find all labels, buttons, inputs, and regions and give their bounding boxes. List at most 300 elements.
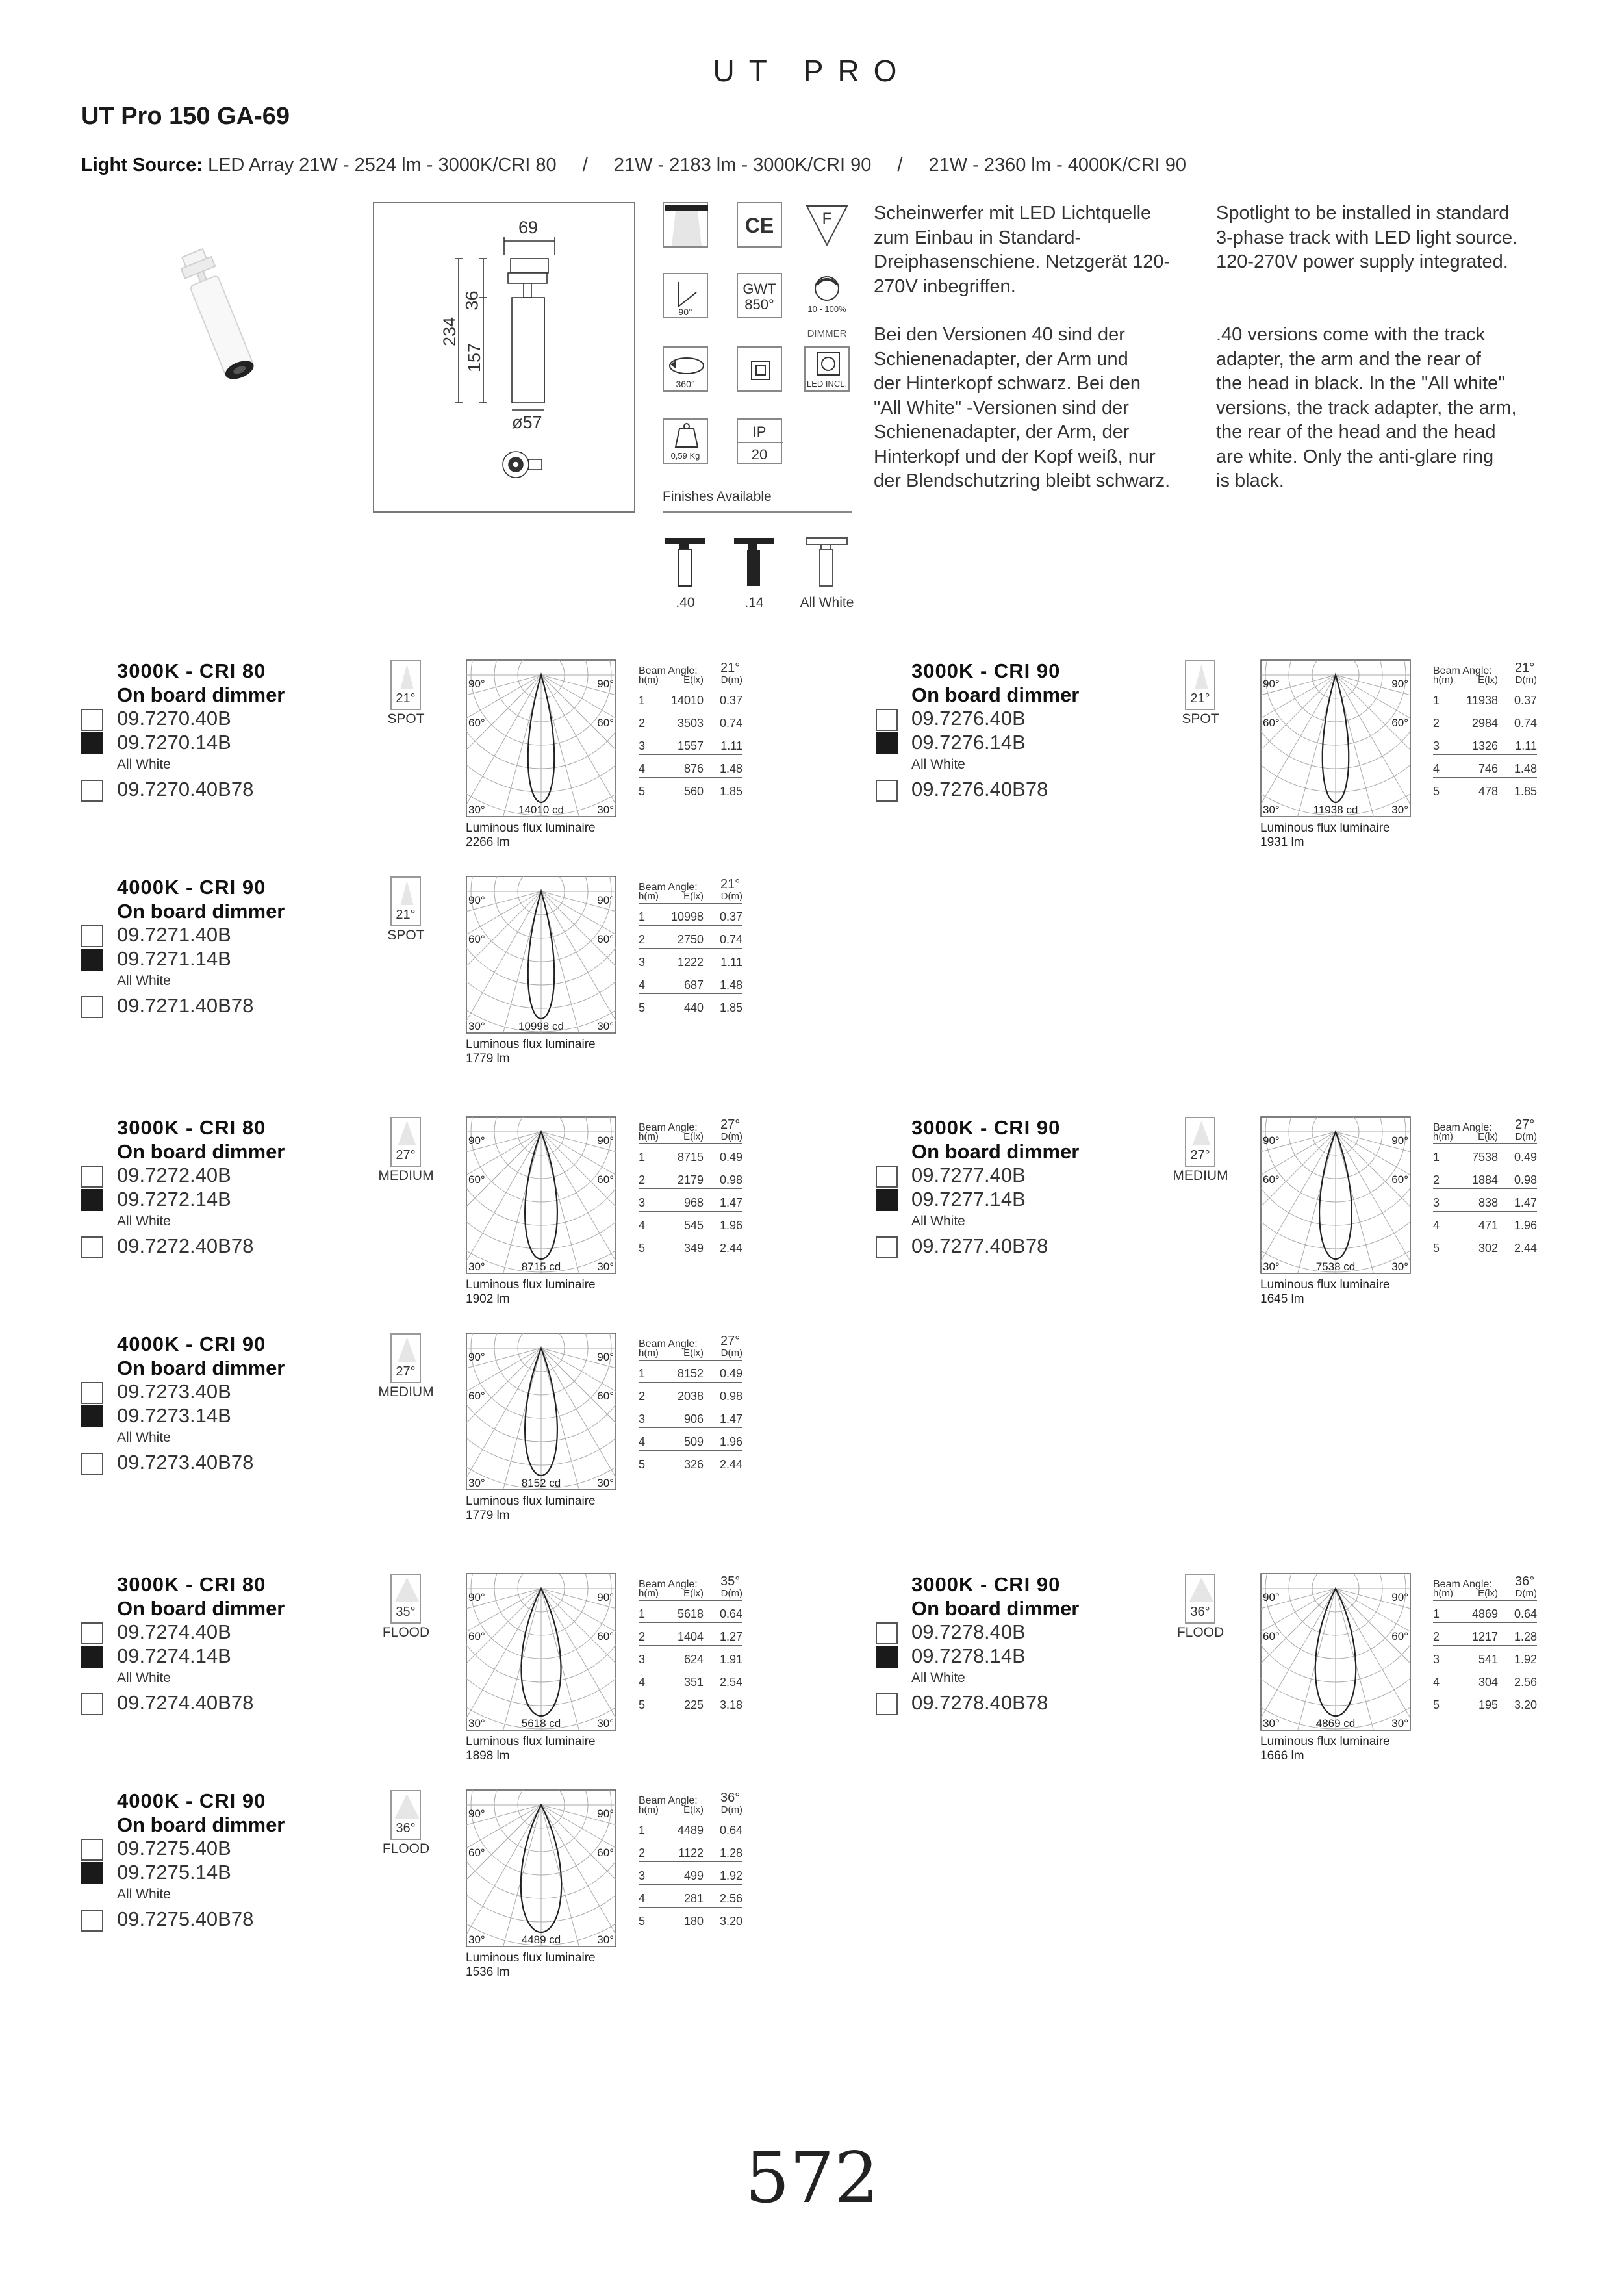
- cell-diameter: 0.49: [1514, 1151, 1537, 1164]
- cell-diameter: 3.20: [719, 1915, 742, 1928]
- flux-label: Luminous flux luminaire: [466, 1038, 596, 1051]
- table-row: [1433, 1646, 1537, 1668]
- cell-illuminance: 545: [683, 1219, 704, 1232]
- finish-white-swatch: [876, 1622, 898, 1644]
- beam-angle-value: 36°: [1515, 1574, 1535, 1589]
- flux-value: 2266 lm: [466, 836, 510, 849]
- finish-black-swatch: [876, 1189, 898, 1211]
- cell-illuminance: 876: [683, 762, 704, 775]
- cell-height: 3: [639, 1869, 646, 1882]
- angle-label: 60°: [468, 1173, 485, 1186]
- cell-diameter: 1.11: [1515, 739, 1537, 752]
- beam-angle-value: 27°: [396, 1364, 416, 1379]
- product-code: 09.7277.40B78: [911, 1234, 1048, 1257]
- cell-diameter: 0.64: [719, 1607, 742, 1620]
- angle-label: 60°: [468, 1390, 485, 1402]
- angle-label: 60°: [597, 1846, 614, 1859]
- cell-illuminance: 225: [683, 1698, 704, 1711]
- all-white-label: All White: [911, 1670, 965, 1685]
- cell-illuminance: 10998: [670, 910, 704, 923]
- beam-angle-label: Beam Angle:: [1433, 665, 1492, 676]
- angle-label: 90°: [597, 1808, 614, 1820]
- product-code: 09.7271.14B: [117, 947, 231, 970]
- cell-diameter: 0.37: [719, 694, 742, 707]
- product-title: 3000K - CRI 80: [117, 1116, 266, 1139]
- product-block: [81, 659, 861, 867]
- cell-height: 2: [1433, 1173, 1440, 1186]
- flux-caption: [466, 1494, 596, 1523]
- table-row: [1433, 1668, 1537, 1691]
- cell-height: 5: [1433, 1242, 1440, 1255]
- angle-label: 30°: [1263, 1717, 1280, 1730]
- light-source-option: 21W - 2183 lm - 3000K/CRI 90: [613, 155, 872, 175]
- light-source-option: LED Array 21W - 2524 lm - 3000K/CRI 80: [207, 155, 557, 175]
- cell-illuminance: 2984: [1471, 717, 1498, 730]
- product-code: 09.7274.40B: [117, 1620, 231, 1643]
- table-row: [639, 1600, 742, 1623]
- cell-height: 3: [1433, 1653, 1440, 1666]
- cell-diameter: 0.49: [719, 1151, 742, 1164]
- all-white-label: All White: [117, 1430, 171, 1445]
- finish-all-white-swatch: [81, 1910, 103, 1932]
- flux-caption: [1260, 1735, 1390, 1763]
- table-row: [639, 778, 742, 800]
- angle-label: 90°: [468, 1351, 485, 1363]
- peak-intensity-label: 8715 cd: [521, 1260, 561, 1273]
- track-icon: [663, 202, 708, 248]
- cell-diameter: 1.92: [1514, 1653, 1537, 1666]
- peak-intensity-label: 7538 cd: [1315, 1260, 1356, 1273]
- product-title: 4000K - CRI 90: [117, 1789, 266, 1812]
- table-row: [639, 755, 742, 778]
- beam-angle-value: 36°: [396, 1821, 416, 1835]
- table-header: [639, 1127, 742, 1144]
- model-title: UT Pro 150 GA-69: [81, 103, 290, 130]
- flux-label: Luminous flux luminaire: [466, 821, 596, 835]
- angle-label: 60°: [1391, 1173, 1408, 1186]
- beam-type-label: SPOT: [387, 928, 425, 943]
- finish-white-swatch: [876, 709, 898, 731]
- angle-label: 30°: [597, 1020, 614, 1032]
- beam-type-label: FLOOD: [1176, 1625, 1224, 1640]
- cell-illuminance: 1222: [677, 956, 704, 969]
- cell-height: 1: [1433, 1151, 1440, 1164]
- angle-label: 30°: [597, 1260, 614, 1273]
- cell-illuminance: 1557: [677, 739, 704, 752]
- finish-all-white-swatch: [81, 1236, 103, 1258]
- beam-angle-label: Beam Angle:: [639, 1338, 698, 1349]
- polar-diagram: [1260, 659, 1411, 817]
- col-header: h(m): [639, 1348, 659, 1359]
- cell-height: 2: [639, 1173, 646, 1186]
- cell-height: 5: [639, 1001, 646, 1014]
- angle-label: 60°: [468, 717, 485, 729]
- all-white-label: All White: [117, 757, 171, 772]
- beam-angle-value: 27°: [720, 1118, 741, 1132]
- cell-height: 2: [639, 1390, 646, 1403]
- cell-height: 1: [1433, 1607, 1440, 1620]
- angle-label: 30°: [597, 1477, 614, 1489]
- cell-illuminance: 1404: [677, 1630, 704, 1643]
- finish-all-white-swatch: [81, 996, 103, 1018]
- peak-intensity-label: 8152 cd: [521, 1477, 561, 1489]
- cell-diameter: 0.98: [719, 1390, 742, 1403]
- cell-diameter: 0.37: [1514, 694, 1537, 707]
- flux-value: 1779 lm: [466, 1052, 510, 1066]
- beam-type-label: FLOOD: [382, 1625, 430, 1640]
- col-header: D(m): [1515, 674, 1537, 685]
- finish-black-swatch: [81, 1646, 103, 1668]
- finish-black-swatch: [81, 1189, 103, 1211]
- angle-label: 90°: [468, 1134, 485, 1147]
- cell-diameter: 3.20: [1514, 1698, 1537, 1711]
- finish-black-swatch: [81, 949, 103, 971]
- table-row: [639, 971, 742, 994]
- product-code: 09.7274.14B: [117, 1644, 231, 1667]
- cell-illuminance: 478: [1478, 785, 1498, 798]
- table-header: [1433, 670, 1537, 687]
- peak-intensity-label: 14010 cd: [518, 804, 564, 816]
- rotation-icon: 360°: [663, 346, 708, 392]
- product-photo: [156, 234, 286, 396]
- all-white-label: All White: [117, 1214, 171, 1229]
- product-block: [876, 1573, 1624, 1781]
- product-block: [81, 876, 861, 1084]
- beam-type-label: MEDIUM: [1173, 1168, 1228, 1183]
- dimmer-label: DIMMER: [807, 328, 847, 339]
- product-code: 09.7274.40B78: [117, 1691, 254, 1714]
- product-subtitle: On board dimmer: [911, 1140, 1080, 1163]
- table-row: [639, 949, 742, 971]
- angle-label: 90°: [468, 1808, 485, 1820]
- finish-black-swatch: [81, 1862, 103, 1884]
- beam-angle-value: 36°: [1190, 1605, 1210, 1619]
- table-row: [639, 687, 742, 709]
- cell-diameter: 0.64: [1514, 1607, 1537, 1620]
- table-row: [639, 1451, 742, 1473]
- angle-label: 90°: [597, 1591, 614, 1603]
- flux-caption: [466, 1278, 596, 1307]
- all-white-label: All White: [911, 757, 965, 772]
- table-row: [639, 1839, 742, 1862]
- product-subtitle: On board dimmer: [911, 683, 1080, 706]
- product-code: 09.7272.40B78: [117, 1234, 254, 1257]
- col-header: E(lx): [683, 1804, 704, 1815]
- angle-label: 60°: [1391, 1630, 1408, 1642]
- beam-angle-icon: [1185, 660, 1215, 710]
- table-row: [639, 1623, 742, 1646]
- angle-label: 90°: [1391, 678, 1408, 690]
- cell-height: 4: [639, 1219, 646, 1232]
- col-header: D(m): [720, 1588, 742, 1599]
- table-row: [639, 1405, 742, 1428]
- table-row: [1433, 1623, 1537, 1646]
- angle-label: 30°: [468, 1934, 485, 1946]
- angle-label: 60°: [1263, 717, 1280, 729]
- table-row: [639, 1908, 742, 1930]
- angle-label: 60°: [597, 1630, 614, 1642]
- led-included-icon: LED INCL.: [804, 346, 850, 392]
- product-block: [876, 1116, 1624, 1324]
- beam-angle-icon: [390, 876, 421, 926]
- cell-diameter: 1.48: [719, 762, 742, 775]
- table-header: [639, 1800, 742, 1817]
- cell-diameter: 0.64: [719, 1824, 742, 1837]
- table-header: [1433, 1127, 1537, 1144]
- col-header: h(m): [639, 1131, 659, 1142]
- cell-illuminance: 509: [683, 1435, 704, 1448]
- beam-angle-value: 27°: [720, 1334, 741, 1348]
- cell-height: 3: [639, 739, 646, 752]
- cell-height: 5: [1433, 785, 1440, 798]
- table-header: [639, 1583, 742, 1601]
- table-row: [1433, 1691, 1537, 1713]
- angle-label: 30°: [468, 1717, 485, 1730]
- beam-type-label: MEDIUM: [378, 1385, 434, 1399]
- finish-all-white-swatch: [81, 780, 103, 802]
- cell-height: 2: [639, 933, 646, 946]
- finish-all-white-swatch: [876, 780, 898, 802]
- flux-value: 1898 lm: [466, 1749, 510, 1763]
- table-header: [639, 1343, 742, 1361]
- light-source-line: [81, 155, 1186, 176]
- angle-label: 60°: [1263, 1173, 1280, 1186]
- beam-angle-value: 21°: [720, 661, 741, 675]
- table-header: [639, 670, 742, 687]
- flux-caption: [1260, 1278, 1390, 1307]
- cell-illuminance: 14010: [670, 694, 704, 707]
- all-white-label: All White: [911, 1214, 965, 1229]
- cell-diameter: 2.44: [719, 1242, 742, 1255]
- beam-type-label: MEDIUM: [378, 1168, 434, 1183]
- dim-top-height: 36: [462, 290, 482, 311]
- cell-height: 4: [639, 978, 646, 991]
- table-row: [1433, 1166, 1537, 1189]
- flux-value: 1931 lm: [1260, 836, 1304, 849]
- table-row: [639, 1360, 742, 1383]
- table-row: [639, 903, 742, 926]
- beam-angle-value: 21°: [396, 691, 416, 706]
- product-code: 09.7278.40B: [911, 1620, 1026, 1643]
- polar-diagram: [466, 1333, 616, 1490]
- cell-height: 4: [639, 1676, 646, 1689]
- tilt-icon: 90°: [663, 273, 708, 318]
- description-de: Scheinwerfer mit LED Lichtquelle zum Einbau in Standard- Dreiphasenschiene. Netzgerät 120- 270V inbegriffen.: [874, 203, 1171, 297]
- col-header: D(m): [720, 891, 742, 902]
- cell-illuminance: 838: [1478, 1196, 1498, 1209]
- table-row: [1433, 732, 1537, 755]
- table-row: [639, 1212, 742, 1234]
- all-white-label: All White: [117, 1670, 171, 1685]
- cell-illuminance: 2750: [677, 933, 704, 946]
- product-block: [81, 1116, 861, 1324]
- product-code: 09.7273.40B78: [117, 1451, 254, 1474]
- angle-label: 60°: [1263, 1630, 1280, 1642]
- product-title: 4000K - CRI 90: [117, 1333, 266, 1355]
- product-subtitle: On board dimmer: [117, 683, 285, 706]
- angle-label: 90°: [597, 1351, 614, 1363]
- col-header: E(lx): [1478, 1588, 1498, 1599]
- finish-white-swatch: [81, 1622, 103, 1644]
- cell-height: 3: [1433, 739, 1440, 752]
- product-code: 09.7272.14B: [117, 1188, 231, 1210]
- beam-angle-value: 21°: [1515, 661, 1535, 675]
- angle-label: 60°: [468, 933, 485, 945]
- cell-height: 4: [1433, 762, 1440, 775]
- table-row: [639, 1862, 742, 1885]
- angle-label: 30°: [468, 804, 485, 816]
- product-code: 09.7276.40B78: [911, 778, 1048, 800]
- table-row: [1433, 1143, 1537, 1166]
- cell-diameter: 2.54: [719, 1676, 742, 1689]
- separator: /: [582, 155, 588, 175]
- finish-all-white-swatch: [876, 1693, 898, 1715]
- cell-diameter: 3.18: [719, 1698, 742, 1711]
- cell-illuminance: 687: [683, 978, 704, 991]
- table-row: [639, 1166, 742, 1189]
- cell-height: 3: [639, 1412, 646, 1425]
- table-row: [639, 1668, 742, 1691]
- angle-label: 90°: [468, 894, 485, 906]
- product-code: 09.7270.40B78: [117, 778, 254, 800]
- angle-label: 90°: [1391, 1134, 1408, 1147]
- cell-height: 4: [639, 1892, 646, 1905]
- cell-diameter: 1.27: [719, 1630, 742, 1643]
- cell-diameter: 1.85: [1514, 785, 1537, 798]
- product-block: [876, 659, 1624, 867]
- col-header: E(lx): [683, 674, 704, 685]
- cell-height: 2: [1433, 717, 1440, 730]
- cell-illuminance: 541: [1478, 1653, 1498, 1666]
- peak-intensity-label: 4489 cd: [521, 1934, 561, 1946]
- cell-diameter: 1.91: [719, 1653, 742, 1666]
- cell-height: 3: [1433, 1196, 1440, 1209]
- cell-height: 4: [639, 1435, 646, 1448]
- cell-illuminance: 302: [1478, 1242, 1498, 1255]
- cell-height: 1: [639, 1824, 646, 1837]
- page-number: 572: [744, 2138, 880, 2219]
- finish-black-swatch: [876, 732, 898, 754]
- product-code: 09.7270.40B: [117, 707, 231, 730]
- finish-all-white-swatch: [81, 1693, 103, 1715]
- description-en-finishes: .40 versions come with the track adapter, the arm and the rear of the head in black. In the "All white" versions, the track adapter, the arm, the rear of the head and the head are white. Only the anti-glare ring is black.: [1216, 324, 1517, 491]
- beam-type-label: SPOT: [1182, 711, 1219, 726]
- angle-label: 90°: [1263, 1134, 1280, 1147]
- table-header: [639, 886, 742, 904]
- cell-height: 2: [639, 717, 646, 730]
- finish-label: .40: [676, 595, 695, 610]
- cell-illuminance: 8715: [677, 1151, 704, 1164]
- cell-illuminance: 624: [683, 1653, 704, 1666]
- description-en: Spotlight to be installed in standard 3-phase track with LED light source. 120-270V power supply integrated.: [1216, 203, 1518, 272]
- product-title: 3000K - CRI 80: [117, 1573, 266, 1596]
- angle-label: 30°: [597, 1717, 614, 1730]
- cell-height: 2: [639, 1630, 646, 1643]
- product-code: 09.7277.40B: [911, 1164, 1026, 1186]
- cell-height: 5: [639, 1698, 646, 1711]
- table-row: [639, 1234, 742, 1257]
- flux-caption: [466, 1951, 596, 1980]
- cell-illuminance: 906: [683, 1412, 704, 1425]
- angle-label: 60°: [468, 1846, 485, 1859]
- finish-white-swatch: [81, 925, 103, 947]
- beam-angle-icon: [390, 1117, 421, 1167]
- polar-diagram: [466, 876, 616, 1034]
- product-subtitle: On board dimmer: [117, 1813, 285, 1836]
- divider: [663, 511, 852, 513]
- cell-illuminance: 5618: [677, 1607, 704, 1620]
- table-row: [1433, 709, 1537, 732]
- flux-value: 1666 lm: [1260, 1749, 1304, 1763]
- product-code: 09.7270.14B: [117, 731, 231, 754]
- table-header: [1433, 1583, 1537, 1601]
- cell-diameter: 0.98: [1514, 1173, 1537, 1186]
- polar-diagram: [466, 1573, 616, 1731]
- beam-angle-label: Beam Angle:: [639, 1795, 698, 1806]
- angle-label: 30°: [1391, 804, 1408, 816]
- product-title: 3000K - CRI 90: [911, 1116, 1061, 1139]
- product-code: 09.7277.14B: [911, 1188, 1026, 1210]
- table-row: [639, 732, 742, 755]
- angle-label: 90°: [1263, 678, 1280, 690]
- beam-type-label: SPOT: [387, 711, 425, 726]
- product-title: 4000K - CRI 90: [117, 876, 266, 899]
- cell-illuminance: 2038: [677, 1390, 704, 1403]
- cell-diameter: 0.98: [719, 1173, 742, 1186]
- flux-caption: [466, 1038, 596, 1066]
- col-header: h(m): [639, 1588, 659, 1599]
- angle-label: 90°: [468, 678, 485, 690]
- col-header: E(lx): [1478, 674, 1498, 685]
- dim-diameter: ø57: [512, 413, 542, 432]
- peak-intensity-label: 10998 cd: [518, 1020, 564, 1032]
- cell-diameter: 1.96: [719, 1219, 742, 1232]
- polar-diagram: [1260, 1116, 1411, 1274]
- col-header: h(m): [1433, 674, 1453, 685]
- cell-height: 3: [639, 956, 646, 969]
- col-header: E(lx): [1478, 1131, 1498, 1142]
- product-subtitle: On board dimmer: [911, 1597, 1080, 1620]
- cell-diameter: 0.49: [719, 1367, 742, 1380]
- angle-label: 60°: [597, 1390, 614, 1402]
- angle-label: 30°: [597, 1934, 614, 1946]
- peak-intensity-label: 11938 cd: [1313, 804, 1358, 816]
- cell-diameter: 1.85: [719, 1001, 742, 1014]
- angle-label: 60°: [468, 1630, 485, 1642]
- col-header: D(m): [1515, 1588, 1537, 1599]
- cell-height: 2: [639, 1846, 646, 1859]
- table-row: [639, 926, 742, 949]
- table-row: [639, 1143, 742, 1166]
- product-title: 3000K - CRI 90: [911, 1573, 1061, 1596]
- cell-illuminance: 560: [683, 785, 704, 798]
- angle-label: 60°: [597, 1173, 614, 1186]
- col-header: D(m): [720, 1804, 742, 1815]
- flux-value: 1902 lm: [466, 1292, 510, 1306]
- brand-title: UT PRO: [713, 54, 911, 88]
- product-code: 09.7278.40B78: [911, 1691, 1048, 1714]
- beam-angle-icon: [390, 1790, 421, 1840]
- cell-height: 4: [1433, 1219, 1440, 1232]
- beam-angle-label: Beam Angle:: [639, 1122, 698, 1133]
- beam-angle-label: Beam Angle:: [639, 665, 698, 676]
- angle-label: 30°: [1391, 1717, 1408, 1730]
- dim-width: 69: [518, 218, 539, 237]
- beam-angle-label: Beam Angle:: [639, 882, 698, 893]
- table-row: [1433, 1234, 1537, 1257]
- product-subtitle: On board dimmer: [117, 1140, 285, 1163]
- finish-white-swatch: [81, 1839, 103, 1861]
